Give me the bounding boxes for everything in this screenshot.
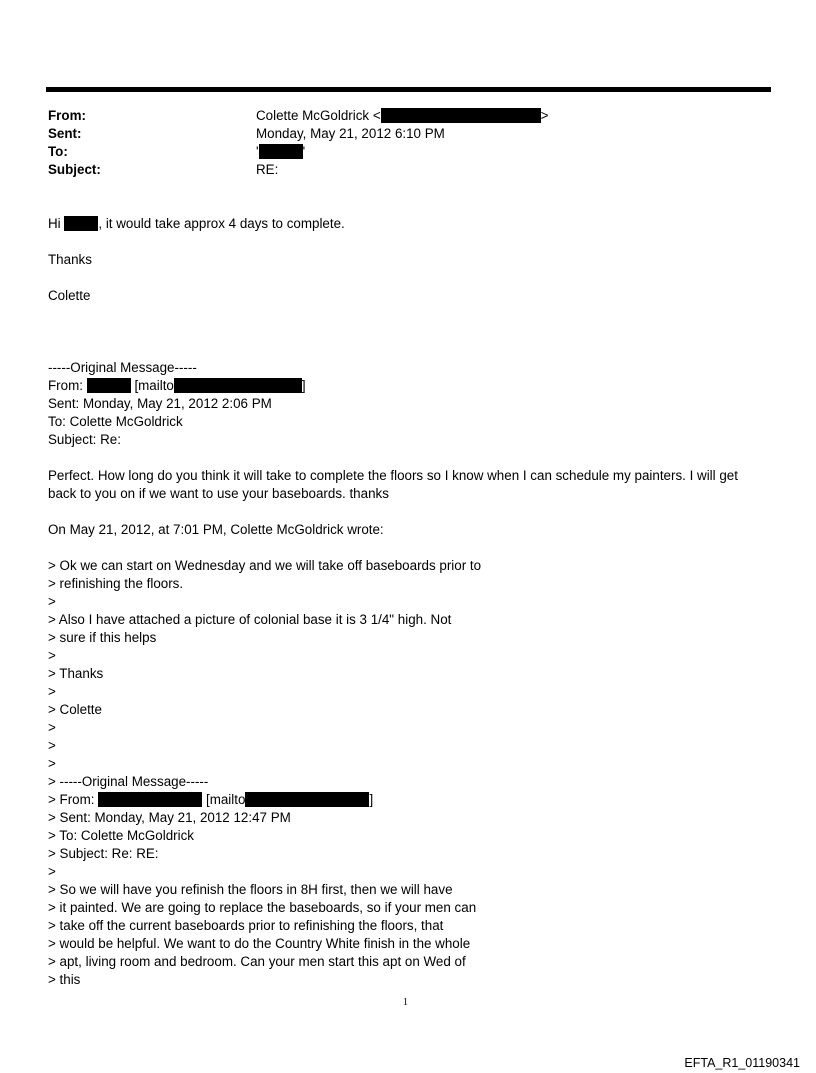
quoted-line: > take off the current baseboards prior to refinishing the floors, that <box>48 918 444 933</box>
quoted-line: > Thanks <box>48 666 104 681</box>
quoted-line: > <box>48 648 56 663</box>
quoted-line: > it painted. We are going to replace the baseboards, so if your men can <box>48 900 477 915</box>
quoted-line: > Subject: Re: RE: <box>48 846 159 861</box>
bates-number: EFTA_R1_01190341 <box>684 1056 800 1070</box>
body-paragraph-line-2: back to you on if we want to use your baseboards. thanks <box>48 486 389 501</box>
quoted-line: > sure if this helps <box>48 630 157 645</box>
sent-value: Monday, May 21, 2012 6:10 PM <box>256 126 445 141</box>
quoted-line: > refinishing the floors. <box>48 576 184 591</box>
to-close-quote: ' <box>302 144 306 159</box>
quoted-line: > <box>48 864 56 879</box>
from-close: > <box>540 108 549 123</box>
on-wrote-line: On May 21, 2012, at 7:01 PM, Colette McGoldrick wrote: <box>48 522 384 537</box>
quoted-line: > Ok we can start on Wednesday and we will take off baseboards prior to <box>48 558 482 573</box>
quoted-line: > <box>48 720 56 735</box>
quoted-line: > Colette <box>48 702 102 717</box>
thanks-line: Thanks <box>48 252 92 267</box>
page-number: 1 <box>403 997 408 1008</box>
redaction-box <box>381 108 541 123</box>
original-mailto-close: ] <box>301 378 306 393</box>
subject-label: Subject: <box>48 162 101 177</box>
quoted-line: > <box>48 684 56 699</box>
quoted-line: > Sent: Monday, May 21, 2012 12:47 PM <box>48 810 291 825</box>
quoted-line: > <box>48 738 56 753</box>
quoted-line: > apt, living room and bedroom. Can your men start this apt on Wed of <box>48 954 466 969</box>
original-to-line: To: Colette McGoldrick <box>48 414 183 429</box>
greeting-pre: Hi <box>48 216 61 231</box>
original-subject-line: Subject: Re: <box>48 432 121 447</box>
header-rule <box>46 87 771 92</box>
original-sent-line: Sent: Monday, May 21, 2012 2:06 PM <box>48 396 272 411</box>
to-value <box>256 143 305 161</box>
quoted-line: > <box>48 594 56 609</box>
redaction-box <box>87 378 131 393</box>
body-paragraph-line-1: Perfect. How long do you think it will take to complete the floors so I know when I can schedule my painters. I will get <box>48 468 738 483</box>
quoted-line: > <box>48 756 56 771</box>
quoted-from-label: > From: <box>48 792 95 807</box>
from-value <box>256 107 548 125</box>
to-open-quote: ' <box>256 144 259 159</box>
original-message-divider: -----Original Message----- <box>48 360 197 375</box>
greeting-post: , it would take approx 4 days to complete. <box>98 216 345 231</box>
quoted-mailto-close: ] <box>369 792 374 807</box>
greeting-line <box>48 215 345 233</box>
from-label: From: <box>48 108 86 123</box>
redaction-box <box>174 378 302 393</box>
signature-line: Colette <box>48 288 91 303</box>
original-from-line <box>48 377 306 395</box>
quoted-line: > this <box>48 972 81 987</box>
quoted-mailto: [mailto <box>205 792 246 807</box>
quoted-line: > So we will have you refinish the floors in 8H first, then we will have <box>48 882 453 897</box>
quoted-line: > Also I have attached a picture of colonial base it is 3 1/4" high. Not <box>48 612 452 627</box>
quoted-divider: > -----Original Message----- <box>48 774 209 789</box>
sent-label: Sent: <box>48 126 82 141</box>
redaction-box <box>64 216 98 231</box>
quoted-line: > would be helpful. We want to do the Country White finish in the whole <box>48 936 471 951</box>
redaction-box <box>259 144 303 159</box>
subject-value: RE: <box>256 162 279 177</box>
redaction-box <box>98 792 202 807</box>
quoted-line: > To: Colette McGoldrick <box>48 828 194 843</box>
to-label: To: <box>48 144 68 159</box>
original-from-label: From: <box>48 378 83 393</box>
redaction-box <box>245 792 369 807</box>
original-mailto: [mailto <box>134 378 174 393</box>
quoted-from-line <box>48 791 373 809</box>
from-name: Colette McGoldrick < <box>256 108 381 123</box>
